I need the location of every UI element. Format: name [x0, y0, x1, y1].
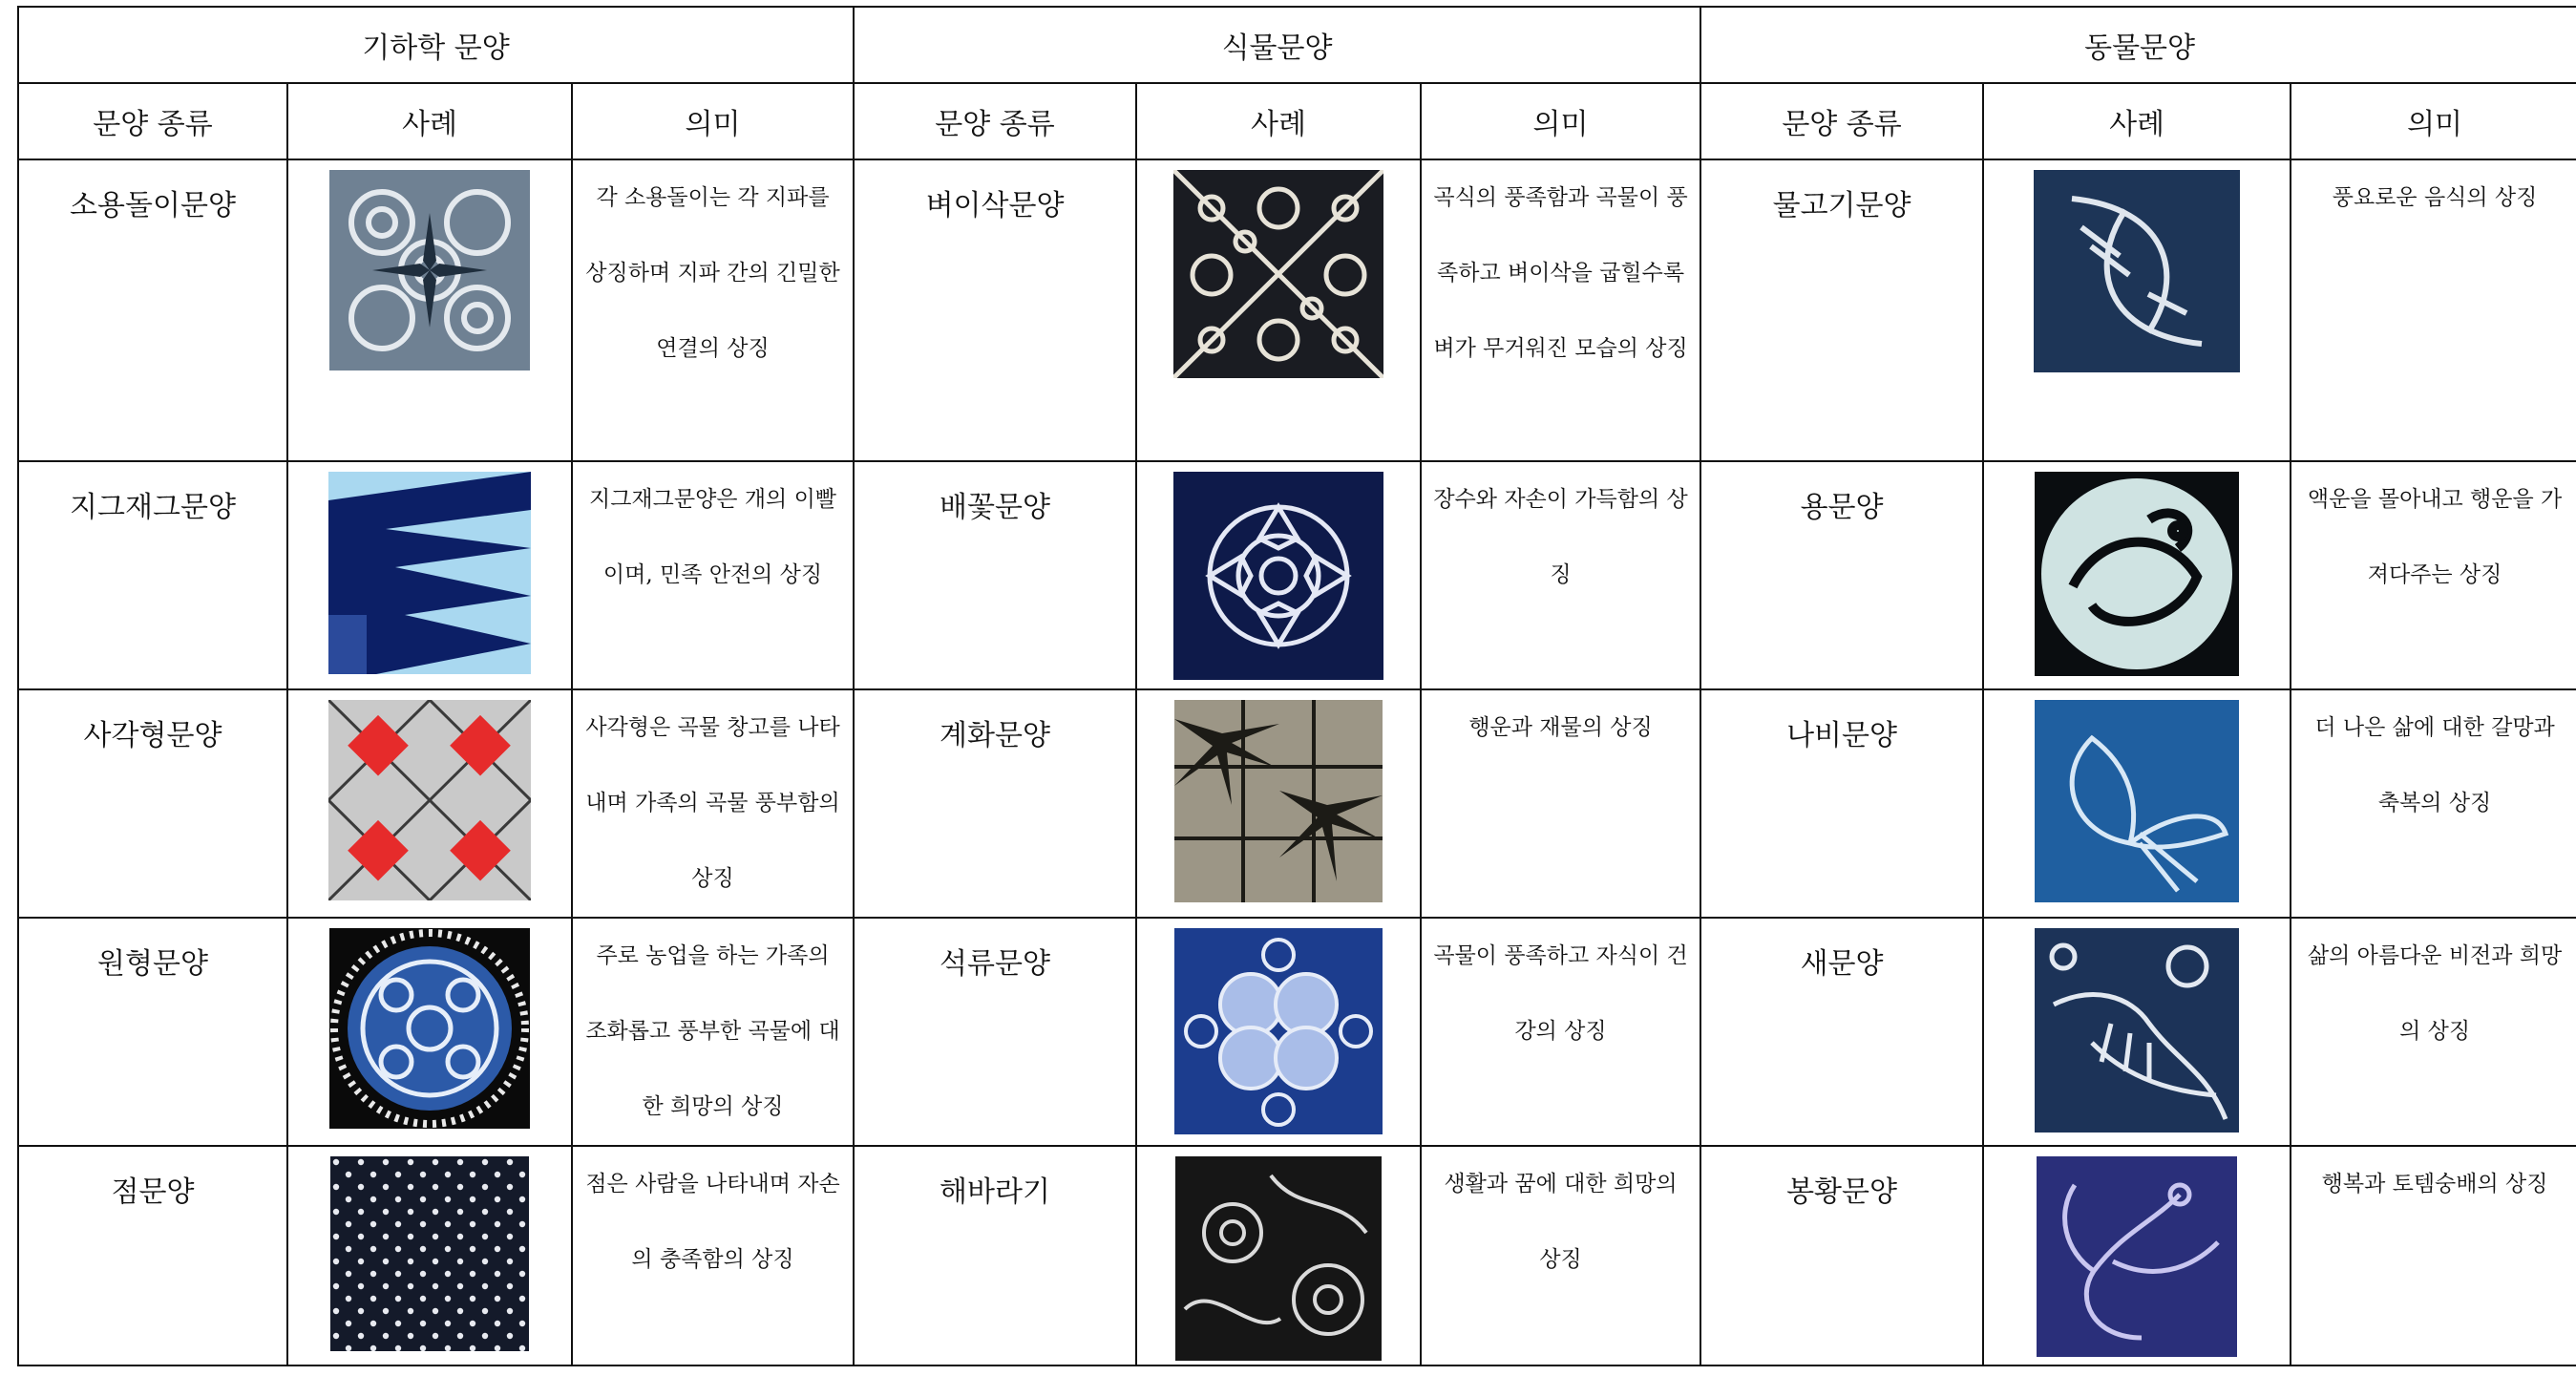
- table-row: [18, 1146, 2576, 1365]
- column-header-example: 사례: [1983, 83, 2291, 159]
- fish-pattern-image: [2034, 170, 2240, 372]
- table-row: [18, 689, 2576, 918]
- pattern-meaning: 지그재그문양은 개의 이빨이며, 민족 안전의 상징: [572, 461, 854, 689]
- pear-blossom-pattern-image: [1173, 472, 1383, 680]
- column-header-meaning: 의미: [1421, 83, 1700, 159]
- pattern-meaning: 행복과 토템숭배의 상징: [2291, 1146, 2576, 1365]
- pattern-name: 물고기문양: [1700, 159, 1983, 461]
- pattern-meaning: 풍요로운 음식의 상징: [2291, 159, 2576, 461]
- table-row: [18, 159, 2576, 461]
- square-pattern-image: [328, 700, 531, 900]
- pattern-name: 소용돌이문양: [18, 159, 287, 461]
- column-header-meaning: 의미: [2291, 83, 2576, 159]
- column-header-row: [18, 83, 2576, 159]
- pattern-meaning: 점은 사람을 나타내며 자손의 충족함의 상징: [572, 1146, 854, 1365]
- pattern-name: 용문양: [1700, 461, 1983, 689]
- column-header-type: 문양 종류: [854, 83, 1136, 159]
- butterfly-pattern-image: [2035, 700, 2239, 902]
- zigzag-pattern-image: [328, 472, 531, 674]
- pattern-meaning: 곡식의 풍족함과 곡물이 풍족하고 벼이삭을 굽힐수록 벼가 무거워진 모습의 상징: [1421, 159, 1700, 461]
- pattern-name: 해바라기: [854, 1146, 1136, 1365]
- sunflower-pattern-image: [1175, 1156, 1382, 1361]
- pattern-name: 봉황문양: [1700, 1146, 1983, 1365]
- rice-ear-pattern-image: [1173, 170, 1383, 378]
- pattern-meaning: 더 나은 삶에 대한 갈망과 축복의 상징: [2291, 689, 2576, 918]
- circle-pattern-image: [329, 928, 530, 1129]
- pattern-meaning: 액운을 몰아내고 행운을 가져다주는 상징: [2291, 461, 2576, 689]
- pattern-meaning: 곡물이 풍족하고 자식이 건강의 상징: [1421, 918, 1700, 1146]
- pattern-meaning: 주로 농업을 하는 가족의 조화롭고 풍부한 곡물에 대한 희망의 상징: [572, 918, 854, 1146]
- column-header-type: 문양 종류: [18, 83, 287, 159]
- pattern-name: 벼이삭문양: [854, 159, 1136, 461]
- column-header-example: 사례: [287, 83, 572, 159]
- bird-pattern-image: [2035, 928, 2239, 1133]
- pattern-meaning: 장수와 자손이 가득함의 상징: [1421, 461, 1700, 689]
- column-header-meaning: 의미: [572, 83, 854, 159]
- group-header-plant: 식물문양: [854, 7, 1700, 83]
- dragon-pattern-image: [2035, 472, 2239, 676]
- group-header-geometric: 기하학 문양: [18, 7, 854, 83]
- pattern-name: 나비문양: [1700, 689, 1983, 918]
- pattern-name: 점문양: [18, 1146, 287, 1365]
- pattern-name: 새문양: [1700, 918, 1983, 1146]
- pattern-meaning: 행운과 재물의 상징: [1421, 689, 1700, 918]
- pattern-name: 원형문양: [18, 918, 287, 1146]
- pattern-name: 계화문양: [854, 689, 1136, 918]
- group-header-animal: 동물문양: [1700, 7, 2576, 83]
- phoenix-pattern-image: [2037, 1156, 2237, 1357]
- group-header-row: [18, 7, 2576, 83]
- pomegranate-pattern-image: [1174, 928, 1383, 1134]
- table-row: [18, 918, 2576, 1146]
- column-header-example: 사례: [1136, 83, 1421, 159]
- pattern-table: [17, 6, 2576, 1366]
- pattern-meaning: 삶의 아름다운 비전과 희망의 상징: [2291, 918, 2576, 1146]
- pattern-meaning: 사각형은 곡물 창고를 나타내며 가족의 곡물 풍부함의 상징: [572, 689, 854, 918]
- pattern-meaning: 생활과 꿈에 대한 희망의 상징: [1421, 1146, 1700, 1365]
- pattern-name: 사각형문양: [18, 689, 287, 918]
- column-header-type: 문양 종류: [1700, 83, 1983, 159]
- pattern-meaning: 각 소용돌이는 각 지파를 상징하며 지파 간의 긴밀한 연결의 상징: [572, 159, 854, 461]
- osmanthus-pattern-image: [1174, 700, 1383, 902]
- pattern-name: 석류문양: [854, 918, 1136, 1146]
- pattern-name: 지그재그문양: [18, 461, 287, 689]
- swirl-pattern-image: [329, 170, 530, 370]
- pattern-name: 배꽃문양: [854, 461, 1136, 689]
- dot-pattern-image: [330, 1156, 529, 1351]
- table-row: [18, 461, 2576, 689]
